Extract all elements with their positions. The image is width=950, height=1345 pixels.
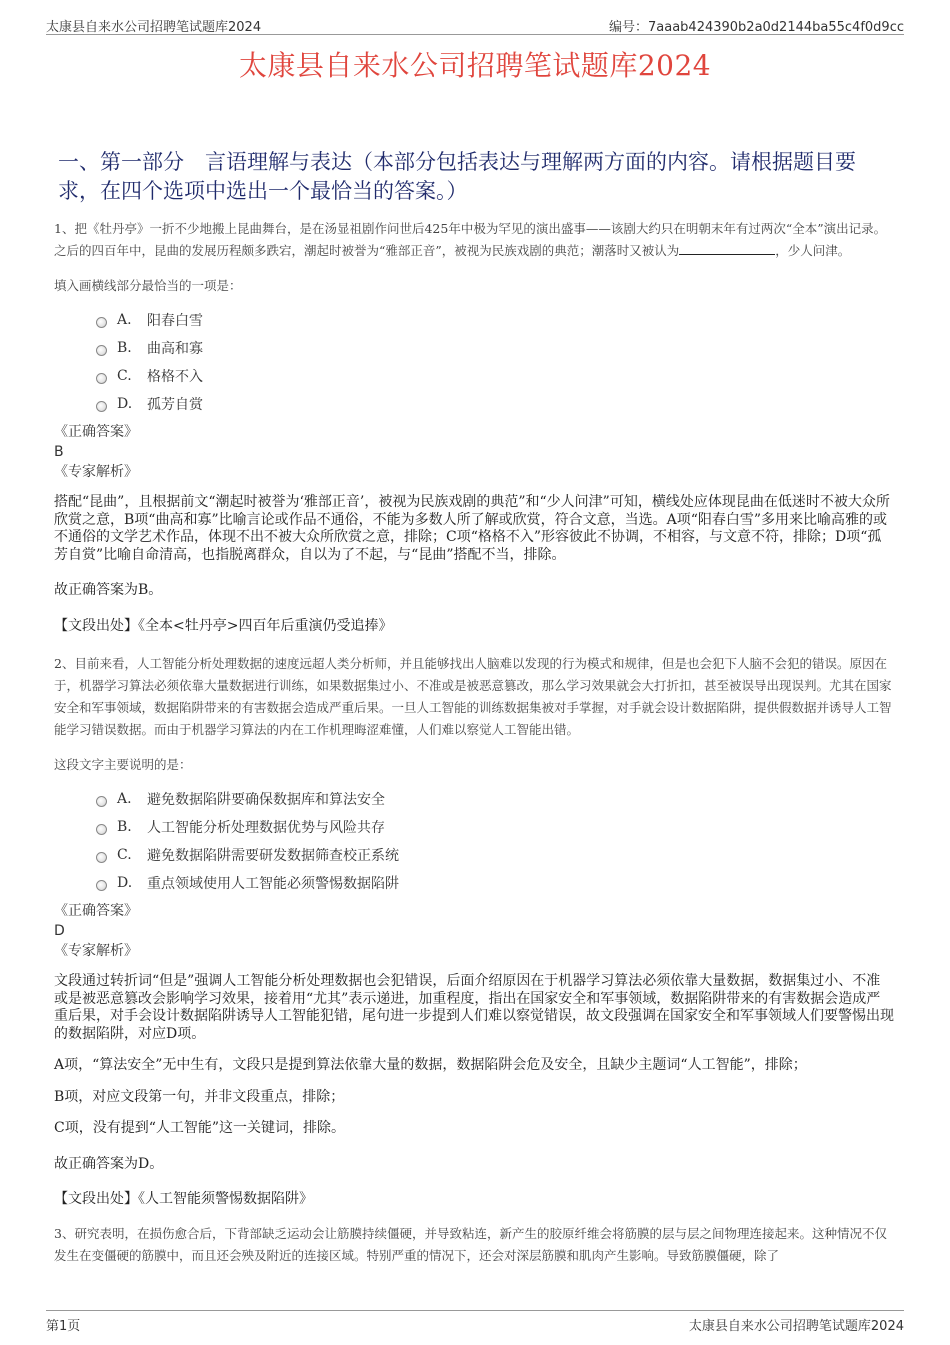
question-1-options	[96, 306, 894, 418]
question-2-text: 2、目前来看，人工智能分析处理数据的速度远超人类分析师，并且能够找出人脑难以发现的行为模式和规律，但是也会犯下人脑不会犯的错误。原因在于，机器学习算法必须依靠大量数据进行训练，如果数据集过小、不准或是被恶意篡改，那么学习效果就会大打折扣，甚至被误导出现误判。尤其在国家安全和军事领域，数据陷阱带来的有害数据会造成严重后果。一旦人工智能的训练数据集被对手掌握，对手就会设计数据陷阱，提供假数据并诱导人工智能学习错误数据。而由于机器学习算法的内在工作机理晦涩难懂，人们难以察觉人工智能出错。	[54, 656, 892, 737]
radio-button[interactable]	[96, 345, 107, 356]
option-d[interactable]	[96, 869, 894, 897]
question-list	[54, 218, 894, 1267]
question-2-options	[96, 785, 894, 897]
option-text: 避免数据陷阱需要研发数据筛查校正系统	[147, 848, 399, 864]
option-text: 格格不入	[147, 369, 203, 385]
question-1	[54, 218, 894, 635]
option-letter: B.	[117, 340, 132, 356]
expert-analysis-label: 《专家解析》	[54, 464, 138, 480]
header-doc-code: 编号：7aaab424390b2a0d2144ba55c4f0d9cc	[609, 20, 904, 35]
radio-button[interactable]	[96, 824, 107, 835]
expert-analysis-text: 搭配“昆曲”，且根据前文“潮起时被誉为‘雅部正音’，被视为民族戏剧的典范”和“少人问津”可知，横线处应体现昆曲在低迷时不被大众所欣赏之意，B项“曲高和寡”比喻言论或作品不通俗，不能为多数人所了解或欣赏，符合文意，当选。A项“阳春白雪”多用来比喻高雅的或不通俗的文学艺术作品，体现不出不被大众所欣赏之意，排除；C项“格格不入”形容彼此不协调，不相容，与文意不符，排除；D项“孤芳自赏”比喻自命清高，也指脱离群众，自以为了不起，与“昆曲”搭配不当，排除。	[54, 494, 890, 563]
source-citation	[54, 1191, 894, 1209]
option-text: 曲高和寡	[147, 341, 203, 357]
option-text: 重点领域使用人工智能必须警惕数据陷阱	[147, 876, 399, 892]
option-letter: A.	[117, 312, 132, 328]
section-heading: 一、第一部分 言语理解与表达（本部分包括表达与理解两方面的内容。请根据题目要求，在四个选项中选出一个最恰当的答案。）	[58, 150, 856, 203]
question-3	[54, 1223, 894, 1267]
footer-doc-title: 太康县自来水公司招聘笔试题库2024	[688, 1319, 904, 1334]
option-a[interactable]	[96, 785, 894, 813]
question-2-prompt: 这段文字主要说明的是：	[54, 757, 192, 772]
option-text: 阳春白雪	[147, 313, 203, 329]
expert-analysis-text: 文段通过转折词“但是”强调人工智能分析处理数据也会犯错误，后面介绍原因在于机器学习算法必须依靠大量数据，数据集过小、不准或是被恶意篡改会影响学习效果，接着用“尤其”表示递进，加重程度，指出在国家安全和军事领域，数据陷阱带来的有害数据会造成严重后果，对手会设计数据陷阱诱导人工智能犯错，尾句进一步提到人们难以察觉错误，故文段强调在国家安全和军事领域人们要警惕出现的数据陷阱，对应D项。	[54, 973, 894, 1042]
option-d[interactable]	[96, 390, 894, 418]
option-c[interactable]	[96, 362, 894, 390]
radio-button[interactable]	[96, 852, 107, 863]
option-text: 人工智能分析处理数据优势与风险共存	[147, 820, 385, 836]
question-3-text: 3、研究表明，在损伤愈合后，下背部缺乏运动会让筋膜持续僵硬，并导致粘连，新产生的胶原纤维会将筋膜的层与层之间物理连接起来。这种情况不仅发生在变僵硬的筋膜中，而且还会殃及附近的连接区域。特别严重的情况下，还会对深层筋膜和肌肉产生影响。导致筋膜僵硬，除了	[54, 1225, 887, 1263]
radio-button[interactable]	[96, 373, 107, 384]
option-letter: B.	[117, 819, 132, 835]
option-a[interactable]	[96, 306, 894, 334]
page-header	[46, 14, 904, 35]
page-number: 第1页	[46, 1319, 81, 1334]
conclusion-text: 故正确答案为D。	[54, 1155, 164, 1172]
question-1-text	[54, 218, 894, 262]
page-title: 太康县自来水公司招聘笔试题库2024	[238, 49, 712, 82]
page-footer	[46, 1310, 904, 1334]
source-title: 《全本<牡丹亭>四百年后重演仍受追捧》	[138, 617, 393, 634]
source-prefix: 【文段出处】	[54, 1191, 138, 1207]
header-doc-title: 太康县自来水公司招聘笔试题库2024	[46, 20, 262, 35]
source-citation	[54, 618, 894, 636]
option-letter: A.	[117, 791, 132, 807]
option-letter: D.	[117, 396, 133, 412]
radio-button[interactable]	[96, 796, 107, 807]
option-b[interactable]	[96, 334, 894, 362]
conclusion-text: 故正确答案为B。	[54, 582, 163, 598]
correct-answer-label: 《正确答案》	[54, 424, 138, 440]
option-letter: D.	[117, 875, 133, 891]
source-title: 《人工智能须警惕数据陷阱》	[138, 1191, 313, 1207]
option-b[interactable]	[96, 813, 894, 841]
answer-blank	[679, 242, 775, 255]
radio-button[interactable]	[96, 880, 107, 891]
option-text: 孤芳自赏	[147, 397, 203, 413]
option-letter: C.	[117, 368, 132, 384]
expert-analysis-label: 《专家解析》	[54, 943, 138, 959]
option-letter: C.	[117, 847, 132, 863]
option-text: 避免数据陷阱要确保数据库和算法安全	[147, 792, 385, 808]
question-1-prompt: 填入画横线部分最恰当的一项是：	[54, 278, 242, 293]
correct-answer-value: D	[54, 923, 65, 939]
radio-button[interactable]	[96, 317, 107, 328]
question-1-stem-end: ，少人问津。	[775, 243, 851, 258]
correct-answer-label: 《正确答案》	[54, 903, 138, 919]
radio-button[interactable]	[96, 401, 107, 412]
option-c[interactable]	[96, 841, 894, 869]
option-c-note: C项，没有提到“人工智能”这一关键词，排除。	[54, 1120, 346, 1136]
option-b-note: B项，对应文段第一句，并非文段重点，排除；	[54, 1088, 345, 1105]
correct-answer-value: B	[54, 444, 64, 460]
question-1-stem: 1、把《牡丹亭》一折不少地搬上昆曲舞台，是在汤显祖剧作问世后425年中极为罕见的演出盛事——该剧大约只在明朝末年有过两次“全本”演出记录。之后的四百年中，昆曲的发展历程颇多跌宕，潮起时被誉为“雅部正音”，被视为民族戏剧的典范；潮落时又被认为	[54, 221, 887, 258]
question-2	[54, 653, 894, 1209]
option-a-note: A项，“算法安全”无中生有，文段只是提到算法依靠大量的数据，数据陷阱会危及安全，且缺少主题词“人工智能”，排除；	[54, 1057, 807, 1073]
source-prefix: 【文段出处】	[54, 617, 138, 634]
